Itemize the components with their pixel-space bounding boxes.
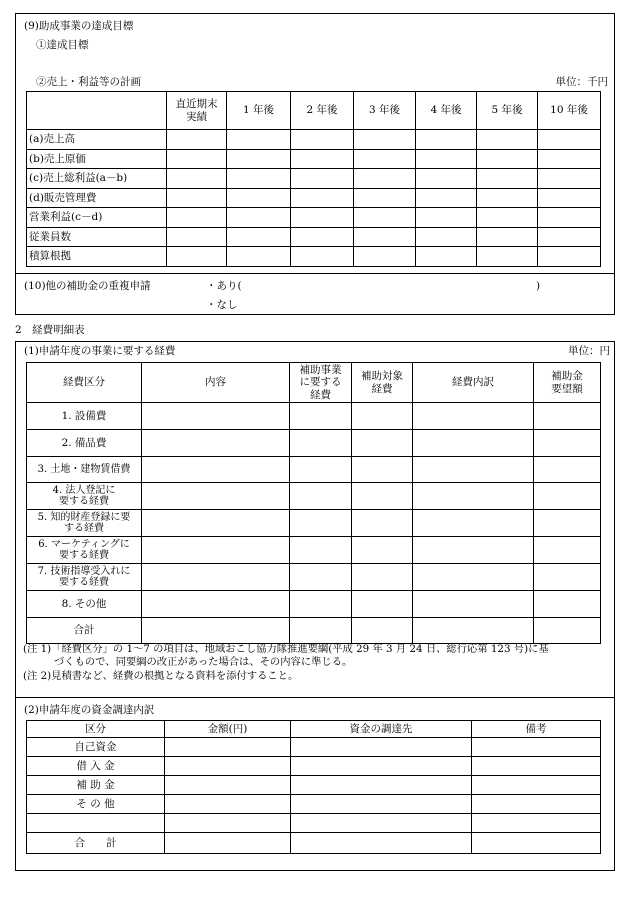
plan-cell[interactable]: [227, 130, 291, 150]
table-row: [27, 403, 601, 430]
table-row: [27, 537, 601, 564]
plan-cell[interactable]: [291, 149, 354, 169]
expense-cell[interactable]: [290, 430, 352, 457]
plan-cell[interactable]: [291, 169, 354, 189]
expense-cell[interactable]: [142, 591, 290, 618]
plan-cell[interactable]: [167, 227, 227, 247]
plan-cell[interactable]: [291, 208, 354, 228]
funding-category: そ の 他: [27, 795, 165, 814]
funding-total-row: [27, 833, 601, 854]
expense-cell[interactable]: [142, 483, 290, 510]
plan-cell[interactable]: [416, 247, 477, 267]
expense-cell[interactable]: [413, 457, 534, 483]
table-row: [27, 564, 601, 591]
plan-cell[interactable]: [167, 149, 227, 169]
funding-cell[interactable]: [291, 833, 472, 854]
funding-col-header: 金額(円): [165, 721, 291, 738]
plan-cell[interactable]: [354, 169, 416, 189]
funding-cell[interactable]: [291, 757, 472, 776]
plan-cell[interactable]: [354, 188, 416, 208]
expense-cell[interactable]: [142, 510, 290, 537]
funding-total-label: 合 計: [27, 833, 165, 854]
plan-cell[interactable]: [167, 130, 227, 150]
option-yes[interactable]: ・あり(: [206, 280, 242, 292]
expense-cell[interactable]: [142, 618, 290, 644]
expense-category: 7. 技術指導受入れに 要する経費: [27, 564, 142, 591]
expense-category: 8. その他: [27, 591, 142, 618]
expense-cell[interactable]: [534, 510, 601, 537]
note1-continued: づくもので、同要綱の改正があった場合は、その内容に準じる。: [54, 656, 353, 668]
sales-profit-plan-table: [26, 91, 601, 267]
table-row: [27, 795, 601, 814]
funding-col-header: 備考: [472, 721, 601, 738]
table-row: [27, 130, 601, 150]
plan-cell[interactable]: [291, 130, 354, 150]
option-yes-close-paren: ): [536, 280, 541, 292]
part1-unit: 単位：円: [568, 345, 610, 357]
table-row: [27, 188, 601, 208]
achievement-goals-box: [15, 13, 615, 315]
expense-category: 4. 法人登記に 要する経費: [27, 483, 142, 510]
plan-col-header: 2 年後: [291, 92, 354, 130]
table-row: [27, 510, 601, 537]
plan-cell[interactable]: [477, 247, 538, 267]
expense-cell[interactable]: [352, 510, 413, 537]
plan-cell[interactable]: [227, 169, 291, 189]
funding-cell[interactable]: [472, 776, 601, 795]
plan-row-label: (d)販売管理費: [27, 188, 167, 208]
plan-cell[interactable]: [291, 188, 354, 208]
note2: (注 2)見積書など、経費の根拠となる資料を添付すること。: [23, 670, 299, 682]
plan-row-label: (a)売上高: [27, 130, 167, 150]
funding-category: 自己資金: [27, 738, 165, 757]
plan-cell[interactable]: [227, 208, 291, 228]
plan-cell[interactable]: [167, 169, 227, 189]
expense-cell[interactable]: [534, 564, 601, 591]
expense-cell[interactable]: [413, 618, 534, 644]
expense-cell[interactable]: [290, 618, 352, 644]
plan-col-header: 5 年後: [477, 92, 538, 130]
expense-cell[interactable]: [352, 537, 413, 564]
plan-cell[interactable]: [538, 149, 601, 169]
expense-col-header: 経費区分: [27, 363, 142, 403]
plan-cell[interactable]: [477, 188, 538, 208]
plan-cell[interactable]: [538, 208, 601, 228]
expense-cell[interactable]: [413, 483, 534, 510]
funding-cell[interactable]: [472, 757, 601, 776]
funding-category: [27, 814, 165, 833]
expense-table: [26, 362, 601, 644]
expense-cell[interactable]: [413, 537, 534, 564]
plan-row-label: (b)売上原価: [27, 149, 167, 169]
expense-category: 5. 知的財産登録に要 する経費: [27, 510, 142, 537]
expense-total-row: [27, 618, 601, 644]
plan-cell[interactable]: [354, 227, 416, 247]
plan-cell[interactable]: [227, 149, 291, 169]
expense-cell[interactable]: [534, 403, 601, 430]
expense-col-header: 補助金 要望額: [534, 363, 601, 403]
table-row: [27, 208, 601, 228]
table-row: [27, 169, 601, 189]
expense-cell[interactable]: [534, 457, 601, 483]
table-row: [27, 776, 601, 795]
expense-cell[interactable]: [142, 564, 290, 591]
plan-cell[interactable]: [354, 149, 416, 169]
plan-cell[interactable]: [227, 227, 291, 247]
expense-cell[interactable]: [290, 510, 352, 537]
expense-cell[interactable]: [290, 403, 352, 430]
plan-cell[interactable]: [354, 130, 416, 150]
expense-cell[interactable]: [290, 537, 352, 564]
funding-cell[interactable]: [291, 795, 472, 814]
funding-cell[interactable]: [165, 833, 291, 854]
funding-category: 借 入 金: [27, 757, 165, 776]
plan-cell[interactable]: [416, 130, 477, 150]
funding-col-header: 資金の調達先: [291, 721, 472, 738]
section10-title: (10)他の補助金の重複申請: [24, 280, 151, 292]
expense-cell[interactable]: [352, 457, 413, 483]
expense-cell[interactable]: [290, 457, 352, 483]
plan-cell[interactable]: [538, 227, 601, 247]
expense-cell[interactable]: [534, 430, 601, 457]
funding-cell[interactable]: [472, 814, 601, 833]
note1: (注 1)「経費区分」の 1～7 の項目は、地域おこし協力隊推進要綱(平成 29 年 3 月 24 日、総行応第 123 号)に基: [23, 643, 549, 655]
plan-cell[interactable]: [227, 188, 291, 208]
plan-cell[interactable]: [167, 247, 227, 267]
expense-cell[interactable]: [413, 564, 534, 591]
plan-cell[interactable]: [477, 208, 538, 228]
table-row: [27, 757, 601, 776]
plan-cell[interactable]: [416, 169, 477, 189]
funding-cell[interactable]: [291, 776, 472, 795]
expense-total-label: 合計: [27, 618, 142, 644]
expense-cell[interactable]: [413, 403, 534, 430]
plan-cell[interactable]: [354, 208, 416, 228]
expense-col-header: 内容: [142, 363, 290, 403]
table-row: [27, 149, 601, 169]
plan-cell[interactable]: [538, 188, 601, 208]
expense-cell[interactable]: [534, 591, 601, 618]
funding-cell[interactable]: [165, 738, 291, 757]
section-divider: [16, 273, 614, 274]
table-row: [27, 457, 601, 483]
plan-cell[interactable]: [416, 227, 477, 247]
expense-cell[interactable]: [534, 537, 601, 564]
plan-col-header: 1 年後: [227, 92, 291, 130]
funding-cell[interactable]: [165, 795, 291, 814]
funding-cell[interactable]: [472, 833, 601, 854]
section2-title: 2 経費明細表: [15, 324, 85, 336]
funding-category: 補 助 金: [27, 776, 165, 795]
plan-row-label: (c)売上総利益(a－b): [27, 169, 167, 189]
expense-category: 2. 備品費: [27, 430, 142, 457]
funding-cell[interactable]: [165, 776, 291, 795]
plan-row-label: 営業利益(c－d): [27, 208, 167, 228]
expense-cell[interactable]: [534, 483, 601, 510]
table-row: [27, 483, 601, 510]
plan-header-row: [27, 92, 601, 130]
section9-unit: 単位：千円: [555, 76, 608, 88]
plan-cell[interactable]: [167, 188, 227, 208]
funding-cell[interactable]: [165, 757, 291, 776]
expense-cell[interactable]: [534, 618, 601, 644]
plan-cell[interactable]: [538, 169, 601, 189]
plan-cell[interactable]: [538, 247, 601, 267]
plan-cell[interactable]: [227, 247, 291, 267]
plan-cell[interactable]: [416, 208, 477, 228]
table-row: [27, 430, 601, 457]
table-row: [27, 247, 601, 267]
expense-cell[interactable]: [290, 483, 352, 510]
expense-cell[interactable]: [142, 537, 290, 564]
section9-sub1: ①達成目標: [36, 39, 89, 51]
expense-cell[interactable]: [352, 591, 413, 618]
funding-cell[interactable]: [165, 814, 291, 833]
plan-cell[interactable]: [477, 227, 538, 247]
expense-col-header: 補助対象 経費: [352, 363, 413, 403]
expense-cell[interactable]: [142, 403, 290, 430]
funding-cell[interactable]: [291, 738, 472, 757]
plan-cell[interactable]: [291, 227, 354, 247]
expense-cell[interactable]: [352, 618, 413, 644]
expense-cell[interactable]: [352, 483, 413, 510]
expense-category: 3. 土地・建物賃借費: [27, 457, 142, 483]
expense-col-header: 経費内訳: [413, 363, 534, 403]
expense-category: 1. 設備費: [27, 403, 142, 430]
expense-cell[interactable]: [413, 510, 534, 537]
option-no[interactable]: ・なし: [206, 299, 238, 311]
plan-row-label: 積算根拠: [27, 247, 167, 267]
plan-cell[interactable]: [416, 149, 477, 169]
plan-cell[interactable]: [291, 247, 354, 267]
expense-details-box: [15, 341, 615, 871]
plan-col-header: 3 年後: [354, 92, 416, 130]
plan-cell[interactable]: [538, 130, 601, 150]
funding-cell[interactable]: [291, 814, 472, 833]
expense-header-row: [27, 363, 601, 403]
expense-cell[interactable]: [352, 564, 413, 591]
plan-cell[interactable]: [167, 208, 227, 228]
table-row: [27, 227, 601, 247]
expense-cell[interactable]: [142, 457, 290, 483]
section9-title: (9)助成事業の達成目標: [24, 20, 134, 32]
expense-cell[interactable]: [142, 430, 290, 457]
plan-row-label: 従業員数: [27, 227, 167, 247]
part2-title: (2)申請年度の資金調達内訳: [24, 704, 155, 716]
table-row: [27, 814, 601, 833]
expense-cell[interactable]: [352, 430, 413, 457]
plan-cell[interactable]: [354, 247, 416, 267]
plan-col-header: 4 年後: [416, 92, 477, 130]
expense-cell[interactable]: [290, 564, 352, 591]
expense-category: 6. マーケティングに 要する経費: [27, 537, 142, 564]
expense-cell[interactable]: [290, 591, 352, 618]
expense-cell[interactable]: [413, 430, 534, 457]
expense-cell[interactable]: [352, 403, 413, 430]
plan-cell[interactable]: [477, 149, 538, 169]
table-row: [27, 591, 601, 618]
funding-cell[interactable]: [472, 795, 601, 814]
section-divider: [16, 697, 614, 698]
expense-cell[interactable]: [413, 591, 534, 618]
funding-cell[interactable]: [472, 738, 601, 757]
funding-col-header: 区分: [27, 721, 165, 738]
plan-col-header: 直近期末 実績: [167, 92, 227, 130]
expense-col-header: 補助事業 に要する 経費: [290, 363, 352, 403]
plan-cell[interactable]: [416, 188, 477, 208]
plan-cell[interactable]: [477, 169, 538, 189]
section9-sub2: ②売上・利益等の計画: [36, 76, 141, 88]
table-row: [27, 738, 601, 757]
funding-header-row: [27, 721, 601, 738]
plan-col-header: 10 年後: [538, 92, 601, 130]
part1-title: (1)申請年度の事業に要する経費: [24, 345, 176, 357]
funding-table: [26, 720, 601, 854]
plan-cell[interactable]: [477, 130, 538, 150]
